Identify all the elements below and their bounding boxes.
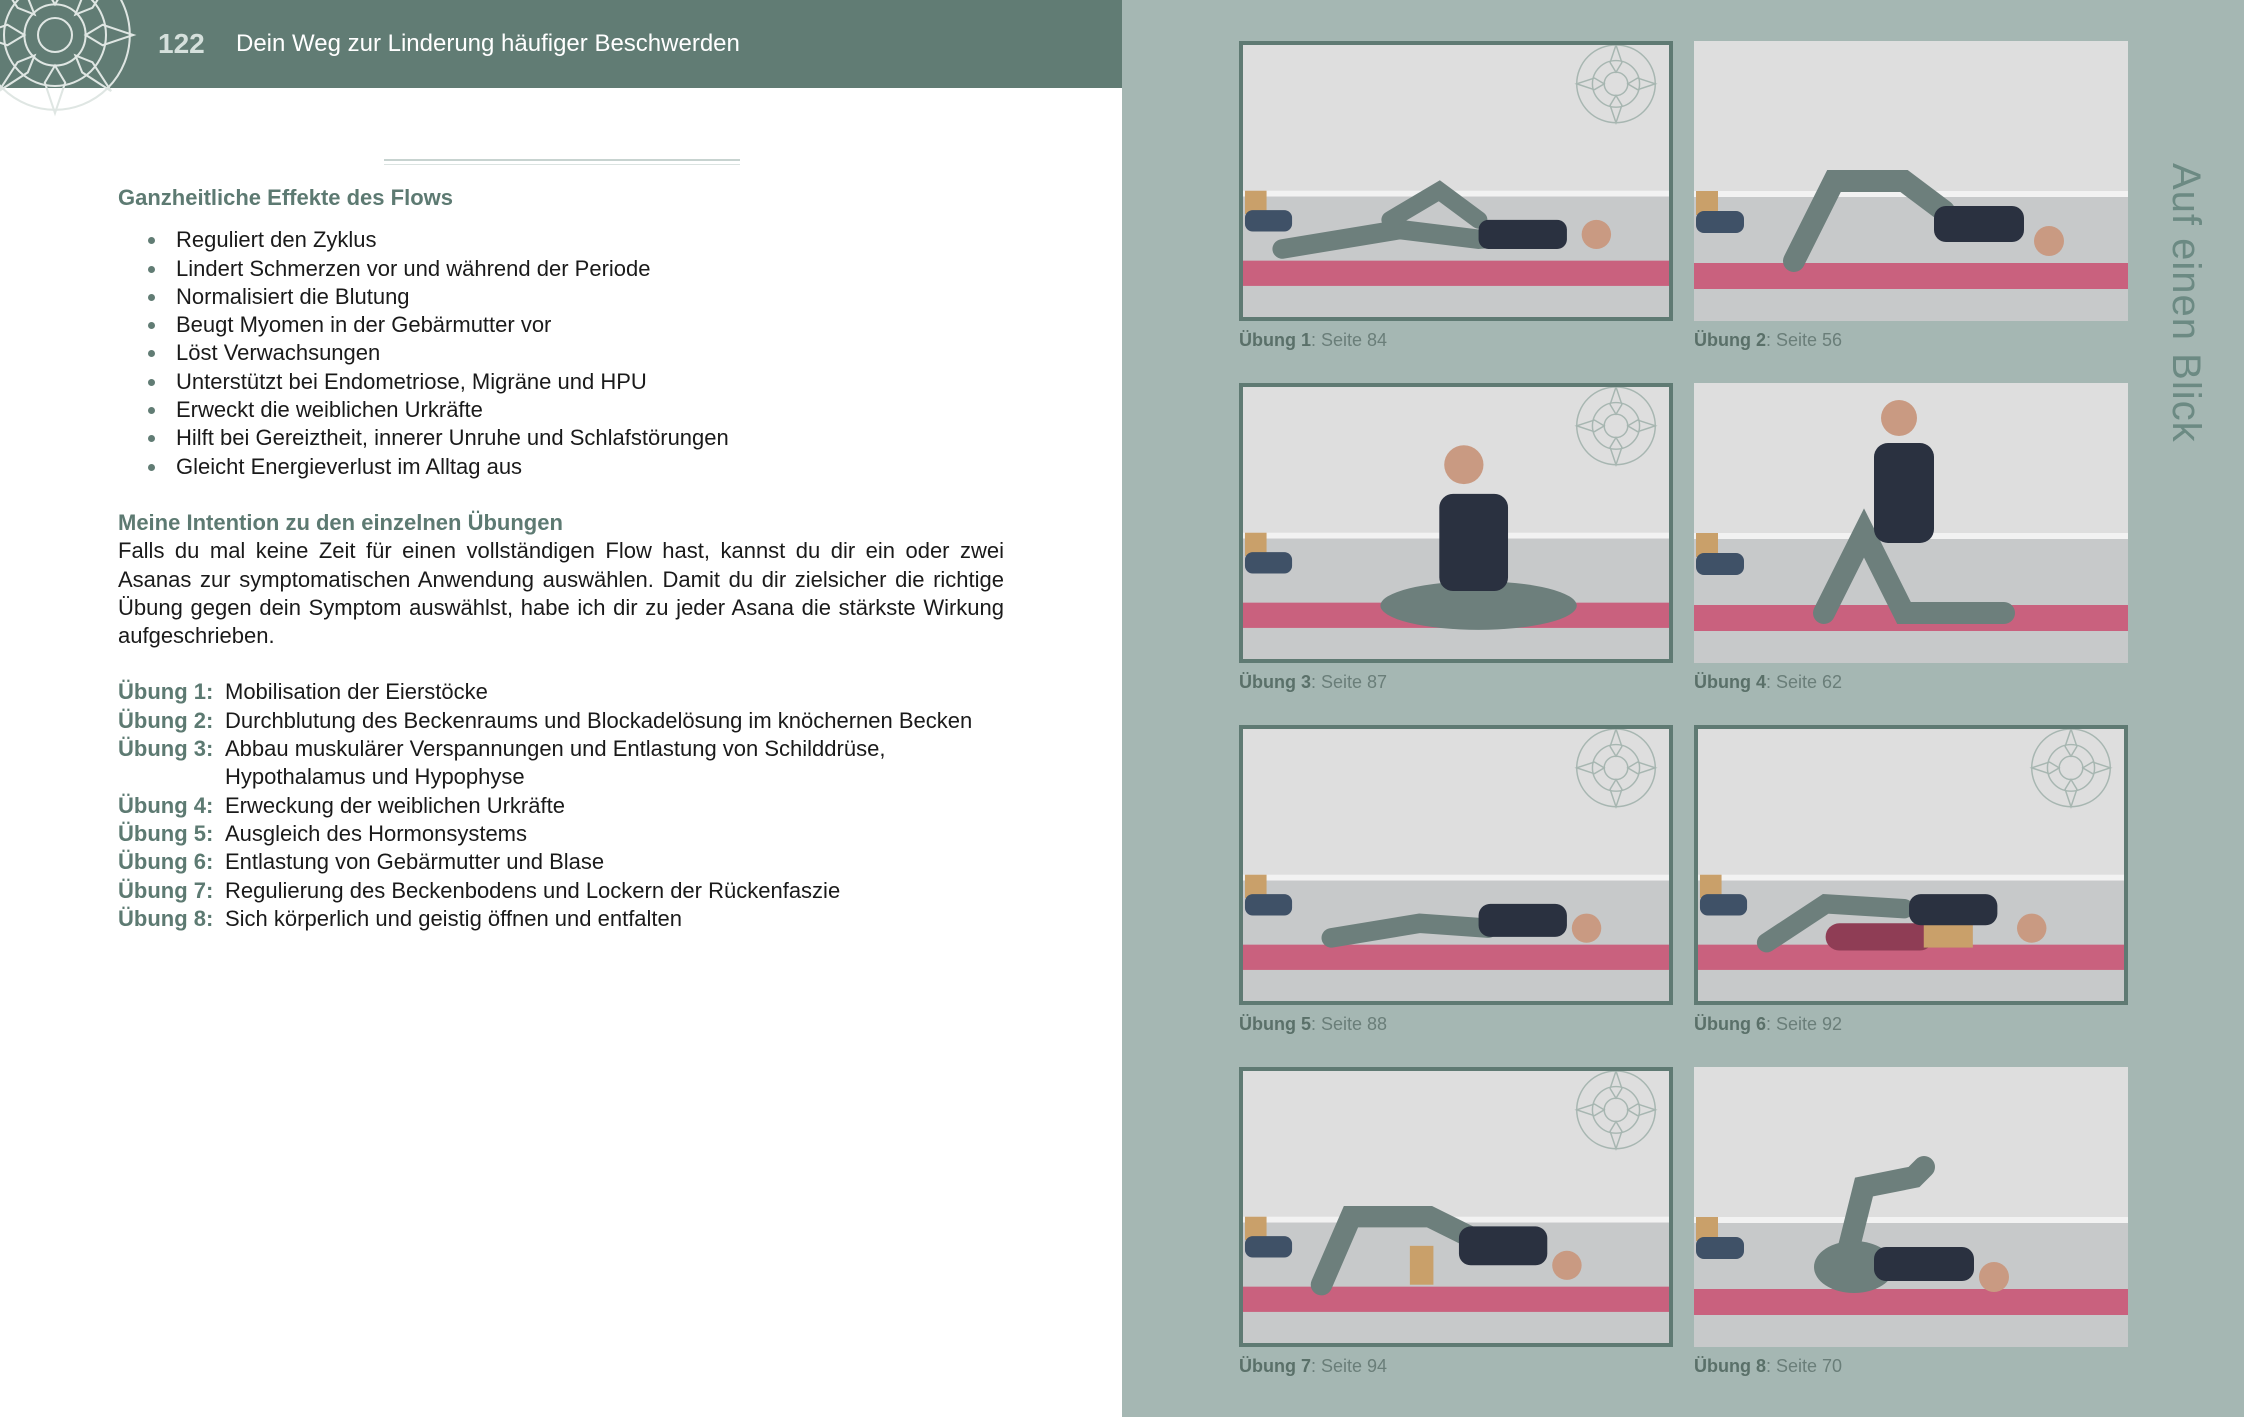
caption-8: Übung 8: Seite 70 (1694, 1356, 1843, 1376)
exercise-label: Übung 8: (118, 905, 214, 931)
list-item: Lindert Schmerzen vor und während der Periode (148, 255, 1004, 283)
exercise-text: Entlastung von Gebärmutter und Blase (225, 849, 605, 875)
exercise-label: Übung 6: (118, 849, 214, 875)
exercise-label: Übung 5: (118, 820, 214, 846)
exercise-photo-6 (1694, 725, 2128, 1005)
mandala-icon (0, 0, 140, 120)
exercise-label: Übung 1: (118, 679, 214, 705)
exercise-item (118, 877, 1004, 905)
exercise-photo-1 (1239, 41, 1673, 321)
exercise-text: Erweckung der weiblichen Urkräfte (225, 792, 565, 818)
exercise-text: Regulierung des Beckenbodens und Lockern der Rückenfaszie (225, 877, 841, 903)
exercise-item (118, 678, 1004, 706)
exercise-label: Übung 4: (118, 792, 214, 818)
list-item: Erweckt die weiblichen Urkräfte (148, 396, 1004, 424)
intention-heading: Meine Intention zu den einzelnen Übungen (118, 509, 563, 535)
exercise-item (118, 820, 1004, 848)
exercise-text: Ausgleich des Hormonsystems (225, 820, 528, 846)
caption-7: Übung 7: Seite 94 (1239, 1356, 1388, 1376)
list-item: Unterstützt bei Endometriose, Migräne und HPU (148, 368, 1004, 396)
exercise-photo-8 (1694, 1067, 2128, 1347)
caption-4: Übung 4: Seite 62 (1694, 672, 1843, 692)
list-item: Hilft bei Gereiztheit, innerer Unruhe und Schlafstörungen (148, 424, 1004, 452)
list-item: Gleicht Energieverlust im Alltag aus (148, 453, 1004, 481)
exercise-item (118, 905, 1004, 933)
list-item: Löst Verwachsungen (148, 339, 1004, 367)
exercise-photo-3 (1239, 383, 1673, 663)
exercise-item (118, 707, 1004, 735)
exercise-label: Übung 7: (118, 877, 214, 903)
caption-3: Übung 3: Seite 87 (1239, 672, 1388, 692)
exercise-photo-2 (1694, 41, 2128, 321)
exercise-label: Übung 3: (118, 736, 214, 762)
exercise-text: Durchblutung des Beckenraums und Blockadelösung im knöchernen Becken (225, 707, 973, 733)
caption-6: Übung 6: Seite 92 (1694, 1014, 1843, 1034)
divider (384, 159, 740, 165)
exercise-item (118, 792, 1004, 820)
exercise-photo-5 (1239, 725, 1673, 1005)
exercise-photo-7 (1239, 1067, 1673, 1347)
exercise-label: Übung 2: (118, 707, 214, 733)
intention-text: Falls du mal keine Zeit für einen vollständigen Flow hast, kannst du dir ein oder zwei Asanas zur symptomatischen Anwendung auswählen. Damit du dir zielsicher die richtige Übung gegen dein Symptom auswählst, habe ich dir zu jeder Asana die stärkste Wirkung aufgeschrieben. (118, 538, 1004, 649)
page-number: 122 (158, 28, 205, 59)
list-item: Normalisiert die Blutung (148, 283, 1004, 311)
caption-2: Übung 2: Seite 56 (1694, 330, 1843, 350)
effects-heading: Ganzheitliche Effekte des Flows (118, 185, 453, 210)
list-item: Reguliert den Zyklus (148, 226, 1004, 254)
exercise-item (118, 848, 1004, 876)
list-item: Beugt Myomen in der Gebärmutter vor (148, 311, 1004, 339)
main-content (118, 184, 1004, 933)
effects-list (148, 226, 1004, 481)
caption-1: Übung 1: Seite 84 (1239, 330, 1388, 350)
exercise-photo-4 (1694, 383, 2128, 663)
sidebar-title: Auf einen Blick (2164, 163, 2208, 443)
caption-5: Übung 5: Seite 88 (1239, 1014, 1388, 1034)
exercise-text: Sich körperlich und geistig öffnen und entfalten (225, 905, 683, 931)
exercise-item (118, 735, 1004, 792)
exercise-list (118, 678, 1004, 933)
chapter-title: Dein Weg zur Linderung häufiger Beschwerden (236, 30, 740, 57)
exercise-text: Abbau muskulärer Verspannungen und Entlastung von Schilddrüse, Hypothalamus und Hypophyse (225, 736, 886, 790)
exercise-text: Mobilisation der Eierstöcke (225, 679, 488, 705)
